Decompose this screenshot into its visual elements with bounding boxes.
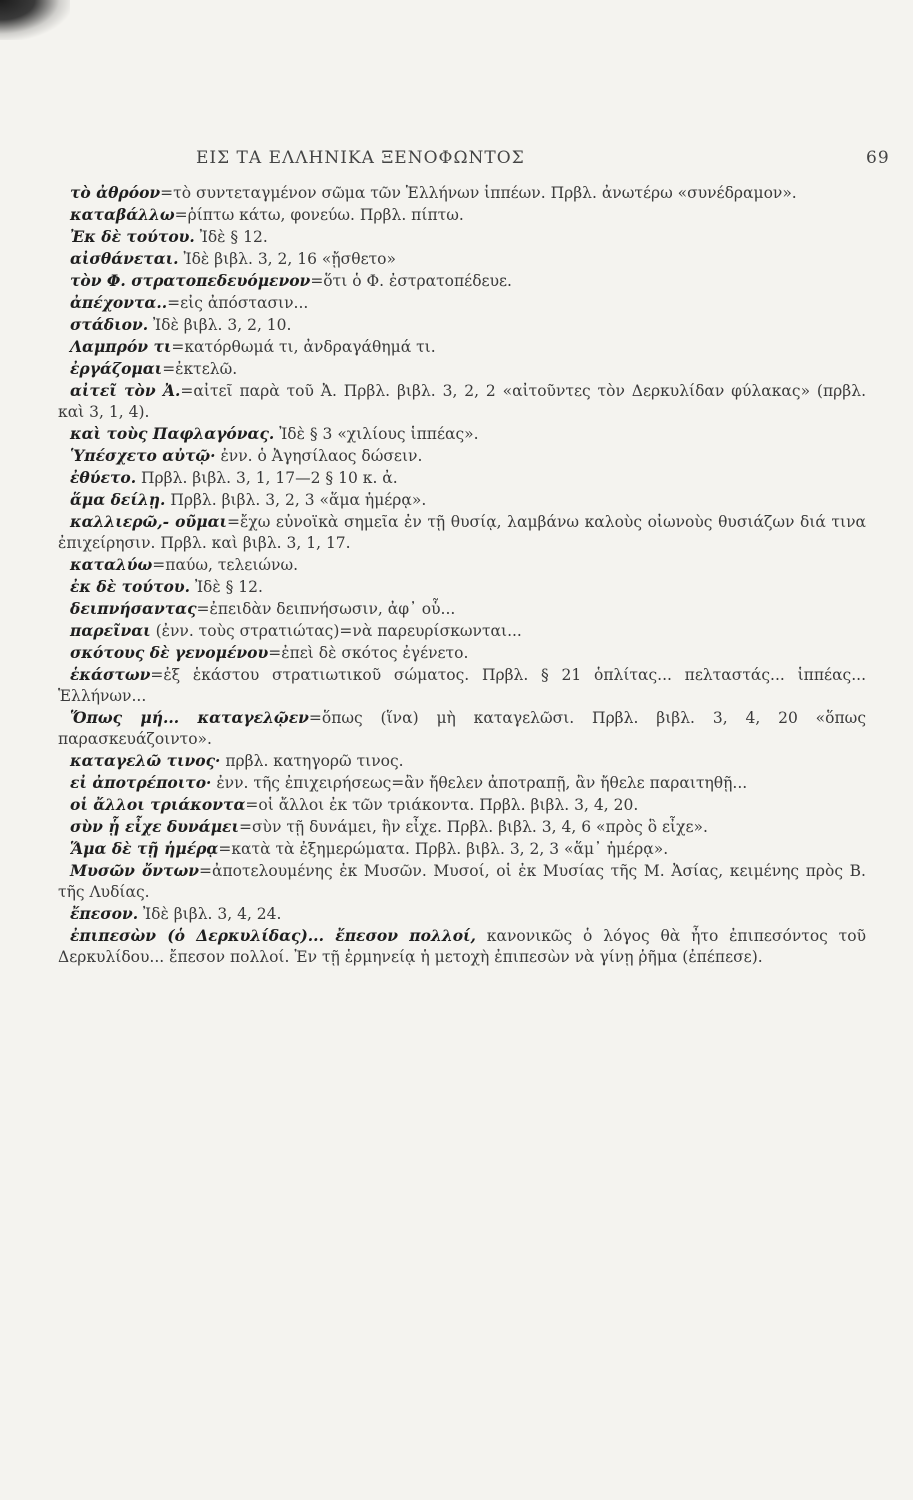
lemma: ἐπιπεσὼν (ὁ Δερκυλίδας)... ἔπεσον πολλοί,: [70, 926, 476, 945]
lemma: ἐθύετο.: [70, 468, 137, 487]
entry: [58, 860, 866, 903]
entry: [58, 467, 866, 489]
lemma: καταγελῶ τινος·: [70, 751, 221, 770]
lemma: τὸν Φ. στρατοπεδευόμενον: [70, 271, 311, 290]
entry: [58, 576, 866, 598]
entry: [58, 816, 866, 838]
gloss: Ἰδὲ § 3 «χιλίους ἱππέας».: [274, 425, 479, 443]
lemma: αἰσθάνεται.: [70, 249, 179, 268]
lemma: καταβάλλω: [70, 205, 175, 224]
gloss: =εἰς ἀπόστασιν...: [167, 294, 309, 312]
entry: [58, 642, 866, 664]
entry: [58, 358, 866, 380]
gloss: =οἱ ἄλλοι ἐκ τῶν τριάκοντα. Πρβλ. βιβλ. 3, 4, 20.: [245, 796, 639, 814]
lemma: ἔπεσον.: [70, 904, 139, 923]
entry: [58, 270, 866, 292]
entry: [58, 794, 866, 816]
gloss: (ἐνν. τοὺς στρατιώτας)=νὰ παρευρίσκωνται...: [150, 622, 522, 640]
running-title: ΕΙΣ ΤΑ ΕΛΛΗΝΙΚΑ ΞΕΝΟΦΩΝΤΟΣ: [196, 148, 525, 168]
gloss: =τὸ συντεταγμένον σῶμα τῶν Ἑλλήνων ἱππέων. Πρβλ. ἀνωτέρω «συνέδραμον».: [160, 184, 797, 202]
lemma: καὶ τοὺς Παφλαγόνας.: [70, 424, 275, 443]
gloss: Ἰδὲ § 12.: [194, 228, 268, 246]
commentary-body: [58, 182, 866, 968]
lemma: Ὑπέσχετο αὐτῷ·: [70, 446, 216, 465]
entry: [58, 314, 866, 336]
gloss: Πρβλ. βιβλ. 3, 2, 3 «ἅμα ἡμέρᾳ».: [165, 491, 427, 509]
gloss: =ὅπως (ἵνα) μὴ καταγελῶσι. Πρβλ. βιβλ. 3, 4, 20 «ὅπως παρασκευάζοιντο».: [58, 709, 867, 748]
gloss: ἐνν. τῆς ἐπιχειρήσεως=ἂν ἤθελεν ἀποτραπῇ, ἂν ἤθελε παραιτηθῇ...: [211, 774, 748, 792]
lemma: ἀπέχοντα..: [70, 293, 168, 312]
lemma: ἑκάστων: [70, 665, 151, 684]
entry: [58, 925, 866, 968]
lemma: Λαμπρόν τι: [70, 337, 172, 356]
lemma: Μυσῶν ὄντων: [70, 861, 199, 880]
entry: [58, 620, 866, 642]
lemma: εἰ ἀποτρέποιτο·: [70, 773, 212, 792]
page-edge-shadow: [0, 0, 70, 40]
running-header: [0, 148, 913, 172]
gloss: =κατόρθωμά τι, ἀνδραγάθημά τι.: [171, 338, 436, 356]
entry: [58, 182, 866, 204]
gloss: =παύω, τελειώνω.: [152, 556, 299, 574]
lemma: στάδιον.: [70, 315, 149, 334]
entry: [58, 445, 866, 467]
entry: [58, 664, 866, 707]
entry: [58, 511, 866, 554]
entry: [58, 380, 866, 423]
lemma: δειπνήσαντας: [70, 599, 197, 618]
gloss: =ἀποτελουμένης ἐκ Μυσῶν. Μυσοί, οἱ ἐκ Μυσίας τῆς Μ. Ἀσίας, κειμένης πρὸς Β. τῆς Λυδίας.: [58, 862, 866, 901]
entry: [58, 903, 866, 925]
gloss: Ἰδὲ βιβλ. 3, 2, 10.: [148, 316, 292, 334]
gloss: =κατὰ τὰ ἐξημερώματα. Πρβλ. βιβλ. 3, 2, 3 «ἅμ᾽ ἡμέρᾳ».: [218, 840, 669, 858]
lemma: παρεῖναι: [70, 621, 151, 640]
lemma: ἐκ δὲ τούτου.: [70, 577, 191, 596]
gloss: Ἰδὲ βιβλ. 3, 4, 24.: [138, 905, 282, 923]
lemma: αἰτεῖ τὸν Ἀ.: [70, 381, 181, 400]
entry: [58, 226, 866, 248]
entry: [58, 489, 866, 511]
entry: [58, 292, 866, 314]
gloss: =αἰτεῖ παρὰ τοῦ Ἀ. Πρβλ. βιβλ. 3, 2, 2 «αἰτοῦντες τὸν Δερκυλίδαν φύλακας» (πρβλ. καὶ 3, 1, 4).: [58, 382, 866, 421]
gloss: =ἐκτελῶ.: [162, 360, 238, 378]
gloss: ἐνν. ὁ Ἀγησίλαος δώσειν.: [215, 447, 423, 465]
lemma: οἱ ἄλλοι τριάκοντα: [70, 795, 246, 814]
gloss: Ἰδὲ § 12.: [190, 578, 263, 596]
gloss: =ἐπεὶ δὲ σκότος ἐγένετο.: [268, 644, 469, 662]
entry: [58, 248, 866, 270]
entry: [58, 554, 866, 576]
lemma: Ἐκ δὲ τούτου.: [70, 227, 195, 246]
entry: [58, 598, 866, 620]
page-number: 69: [866, 148, 890, 168]
entry: [58, 750, 866, 772]
gloss: πρβλ. κατηγορῶ τινος.: [220, 752, 404, 770]
entry: [58, 772, 866, 794]
entry: [58, 707, 866, 750]
entry: [58, 838, 866, 860]
gloss: =ῥίπτω κάτω, φονεύω. Πρβλ. πίπτω.: [174, 206, 464, 224]
entry: [58, 204, 866, 226]
gloss: =ἐπειδὰν δειπνήσωσιν, ἀφ᾽ οὗ...: [196, 600, 456, 618]
lemma: σὺν ᾗ εἶχε δυνάμει: [70, 817, 239, 836]
lemma: Ἅμα δὲ τῇ ἡμέρᾳ: [70, 839, 219, 858]
gloss: =σὺν τῇ δυνάμει, ἣν εἶχε. Πρβλ. βιβλ. 3, 4, 6 «πρὸς ὃ εἶχε».: [238, 818, 708, 836]
entry: [58, 336, 866, 358]
entry: [58, 423, 866, 445]
gloss: Ἰδὲ βιβλ. 3, 2, 16 «ᾔσθετο»: [178, 250, 397, 268]
gloss: =ἔχω εὐνοϊκὰ σημεῖα ἐν τῇ θυσίᾳ, λαμβάνω καλοὺς οἰωνοὺς θυσιάζων διά τινα ἐπιχείρησιν. Πρβλ. καὶ βιβλ. 3, 1, 17.: [58, 513, 866, 552]
lemma: ἐργάζομαι: [70, 359, 163, 378]
gloss: κανονικῶς ὁ λόγος θὰ ἦτο ἐπιπεσόντος τοῦ Δερκυλίδου... ἔπεσον πολλοί. Ἐν τῇ ἑρμηνείᾳ ἡ μετοχὴ ἐπιπεσὼν νὰ γίνῃ ῥῆμα (ἐπέπεσε).: [58, 927, 866, 966]
lemma: τὸ ἀθρόον: [70, 183, 161, 202]
gloss: =ὅτι ὁ Φ. ἐστρατοπέδευε.: [310, 272, 512, 290]
lemma: καλλιερῶ,- οῦμαι: [70, 512, 228, 531]
gloss: Πρβλ. βιβλ. 3, 1, 17—2 § 10 κ. ἀ.: [136, 469, 398, 487]
gloss: =ἐξ ἑκάστου στρατιωτικοῦ σώματος. Πρβλ. § 21 ὁπλίτας... πελταστάς... ἱππέας... Ἑλλήνων...: [58, 666, 866, 705]
lemma: Ὅπως μή... καταγελῷεν: [70, 708, 309, 727]
lemma: καταλύω: [70, 555, 153, 574]
lemma: ἅμα δείλῃ.: [70, 490, 166, 509]
lemma: σκότους δὲ γενομένου: [70, 643, 269, 662]
